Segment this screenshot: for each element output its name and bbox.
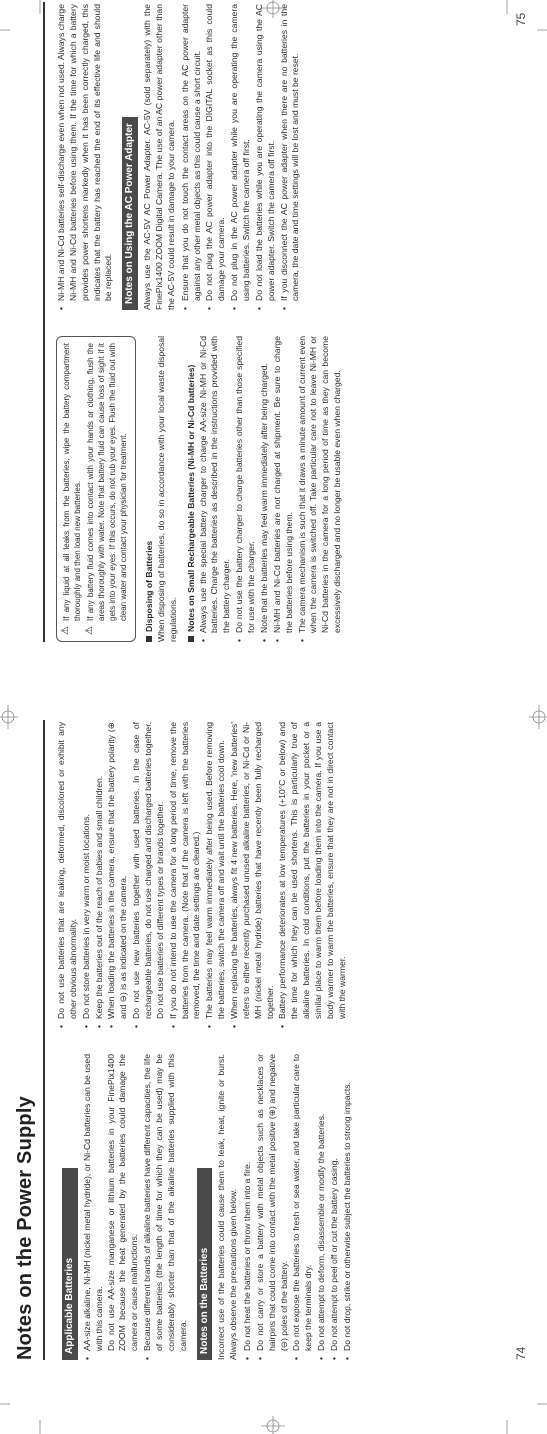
list-item: • When replacing the batteries, always fit 4 new batteries. Here, 'new batteries' refers to either recently purchased unused alkaline batteries, or Ni-Cd or Ni-MH (nickel metal hydride) batteries that have recently been fully recharged together.	[229, 722, 276, 1028]
ac-intro: Always use the AC-5V AC Power Adapter. AC-5V (sold separately) with the FinePix1400 ZOOM Digital Camera. The use of an AC power adapter other than the AC-5V could result in damage to your camera.	[142, 4, 176, 310]
list-item-text: Do not use AA-size manganese or lithium batteries in your FinePix1400 ZOOM because the heat generated by the batteries could damage the camera or cause malfunctions.	[105, 1054, 140, 1351]
list-item: • Do not carry or store a battery with metal objects such as necklaces or hairpins that could come into contact with the metal positive (⊕) and negative (⊖) poles of the battery.	[255, 1054, 291, 1360]
list-item: • Do not heat the batteries or throw them into a fire.	[242, 1054, 254, 1360]
column-2	[56, 722, 546, 1028]
warning-icon: ⚠	[84, 626, 96, 635]
warning-text: If any battery fluid comes into contact with your hands or clothing, flush the areas thoroughly with water. Note that battery fluid can cause loss of sight if it gets into your eyes. If this occurs, do not rub your eyes. Flush the fluid out with clean water and contact your physician for treatment.	[86, 343, 129, 621]
list-item: • Do not use batteries that are leaking, deformed, discolored or exhibit any other obvious abnormality.	[56, 722, 80, 1028]
list-item: • Do not plug in the AC power adapter while you are operating the camera using batteries. Switch the camera off first.	[229, 4, 253, 310]
small-rechargeable-heading	[186, 336, 198, 642]
list-item: • The batteries may feel warm immediately after being used. Before removing the batteries, switch the camera off and wait until the batteries cool down.	[204, 722, 228, 1028]
list-item	[82, 1054, 141, 1360]
column-4	[56, 4, 546, 310]
list-item: • Do not load the batteries while you are operating the camera using the AC power adapter. Switch the camera off first.	[254, 4, 278, 310]
list-item: • If you do not intend to use the camera for a long period of time, remove the batteries from the camera. (Note that if the camera is left with the batteries removed, the time and date settings are cleared.)	[168, 722, 204, 1028]
disposing-text: When disposing of batteries, do so in accordance with your local waste disposal regulations.	[156, 336, 178, 642]
warning-icon: ⚠	[60, 626, 71, 635]
notes-on-batteries-heading: Notes on the Batteries	[197, 1168, 213, 1360]
column-3	[56, 336, 546, 642]
list-item: • Note that the batteries may feel warm immediately after being charged.	[259, 336, 271, 642]
list-item: • If you disconnect the AC power adapter when there are no batteries in the camera, the date and time settings will be lost and must be reset.	[279, 4, 303, 310]
column-1	[56, 1054, 546, 1360]
list-item: • Do not expose the batteries to fresh or sea water, and take particular care to keep the terminals dry.	[291, 1054, 315, 1360]
warning-item	[61, 343, 83, 635]
list-item: • Battery performance deteriorates at low temperatures (+10°C or below) and the time for which they can be used shortens. This is particularly true of alkaline batteries. In cold conditions, put the batteries in your pocket or a similar place to warm them before loading them into the camera. If you use a body warmer to warm the batteries, ensure that they are not in direct contact with the warmer.	[277, 722, 348, 1028]
page-title: Notes on the Power Supply	[14, 1096, 36, 1360]
list-item: • Do not store batteries in very warm or moist locations.	[81, 722, 93, 1028]
list-item: • Because different brands of alkaline batteries have different capacities, the life of some batteries (the length of time for which they can be used) may be considerably shorter than that of the alkaline batteries supplied with this camera.	[142, 1054, 189, 1360]
page-number-right: 75	[514, 12, 528, 26]
list-item: • Do not use the battery charger to charge batteries other than those specified for use with the charger.	[234, 336, 258, 642]
page-75	[56, 2, 546, 642]
list-item: • Do not drop, strike or otherwise subject the batteries to strong impacts.	[342, 1054, 354, 1360]
disposing-heading-text: Disposing of Batteries	[144, 540, 155, 632]
list-item: • When loading the batteries in the camera, ensure that the battery polarity (⊕ and ⊖) is as indicated on the camera.	[106, 722, 130, 1028]
page-number-left: 74	[514, 1346, 528, 1360]
list-item: • Keep the batteries out of the reach of babies and small children.	[94, 722, 106, 1028]
disposing-heading	[144, 336, 156, 642]
list-item: • Ensure that you do not touch the contact areas on the AC power adapter against any other metal objects as this could cause a short circuit.	[180, 4, 204, 310]
list-item: • Ni-MH and Ni-Cd batteries are not charged at shipment. Be sure to charge the batteries before using them.	[272, 336, 296, 642]
warning-item	[85, 343, 129, 635]
small-rechargeable-heading-text: Notes on Small Rechargeable Batteries (Ni-MH or Ni-Cd batteries)	[185, 364, 196, 632]
right-page-rule	[43, 2, 45, 642]
list-item: • Ni-MH and Ni-Cd batteries self-discharge even when not used. Always charge Ni-MH and Ni-Cd batteries before using them. If the time for which a battery provides power shortens markedly when it has been correctly charged, this indicates that the battery has reached the end of its effective life and should be replaced.	[56, 4, 115, 310]
list-item: • Do not use new batteries together with used batteries. In the case of rechargeable batteries, do not use charged and discharged batteries together. Do not use batteries of different types or brands together.	[131, 722, 167, 1028]
list-item: • Do not attempt to peel off or cut the battery casing.	[329, 1054, 341, 1360]
list-item: • Do not attempt to deform, disassemble or modify the batteries.	[316, 1054, 328, 1360]
square-bullet-icon	[188, 636, 194, 642]
title-rule	[43, 720, 45, 1360]
applicable-batteries-heading: Applicable Batteries	[62, 1168, 78, 1360]
list-item: • Always use the special battery charger to charge AA-size Ni-MH or Ni-Cd batteries. Charge the batteries as described in the instructions provided with the battery charger.	[198, 336, 234, 642]
warning-box	[56, 336, 136, 642]
batteries-intro: Incorrect use of the batteries could cause them to leak, heat, ignite or burst. Always observe the precautions given below.	[216, 1054, 239, 1360]
list-item-text: AA-size alkaline, Ni-MH (nickel metal hydride), or Ni-Cd batteries can be used with this camera.	[81, 1054, 104, 1351]
page-74	[56, 720, 546, 1360]
list-item: • Do not plug the AC power adapter into the DIGITAL socket as this could damage your camera.	[204, 4, 228, 310]
warning-text: If any liquid at all leaks from the batteries, wipe the battery compartment thoroughly and then load new batteries.	[62, 343, 83, 621]
square-bullet-icon	[146, 636, 152, 642]
ac-adapter-heading: Notes on Using the AC Power Adapter	[122, 117, 138, 310]
list-item: • The camera mechanism is such that it draws a minute amount of current even when the camera is switched off. Take particular care not to leave Ni-MH or Ni-Cd batteries in the camera for a long period of time as they can become excessively discharged and no longer be usable even when charged.	[297, 336, 344, 642]
